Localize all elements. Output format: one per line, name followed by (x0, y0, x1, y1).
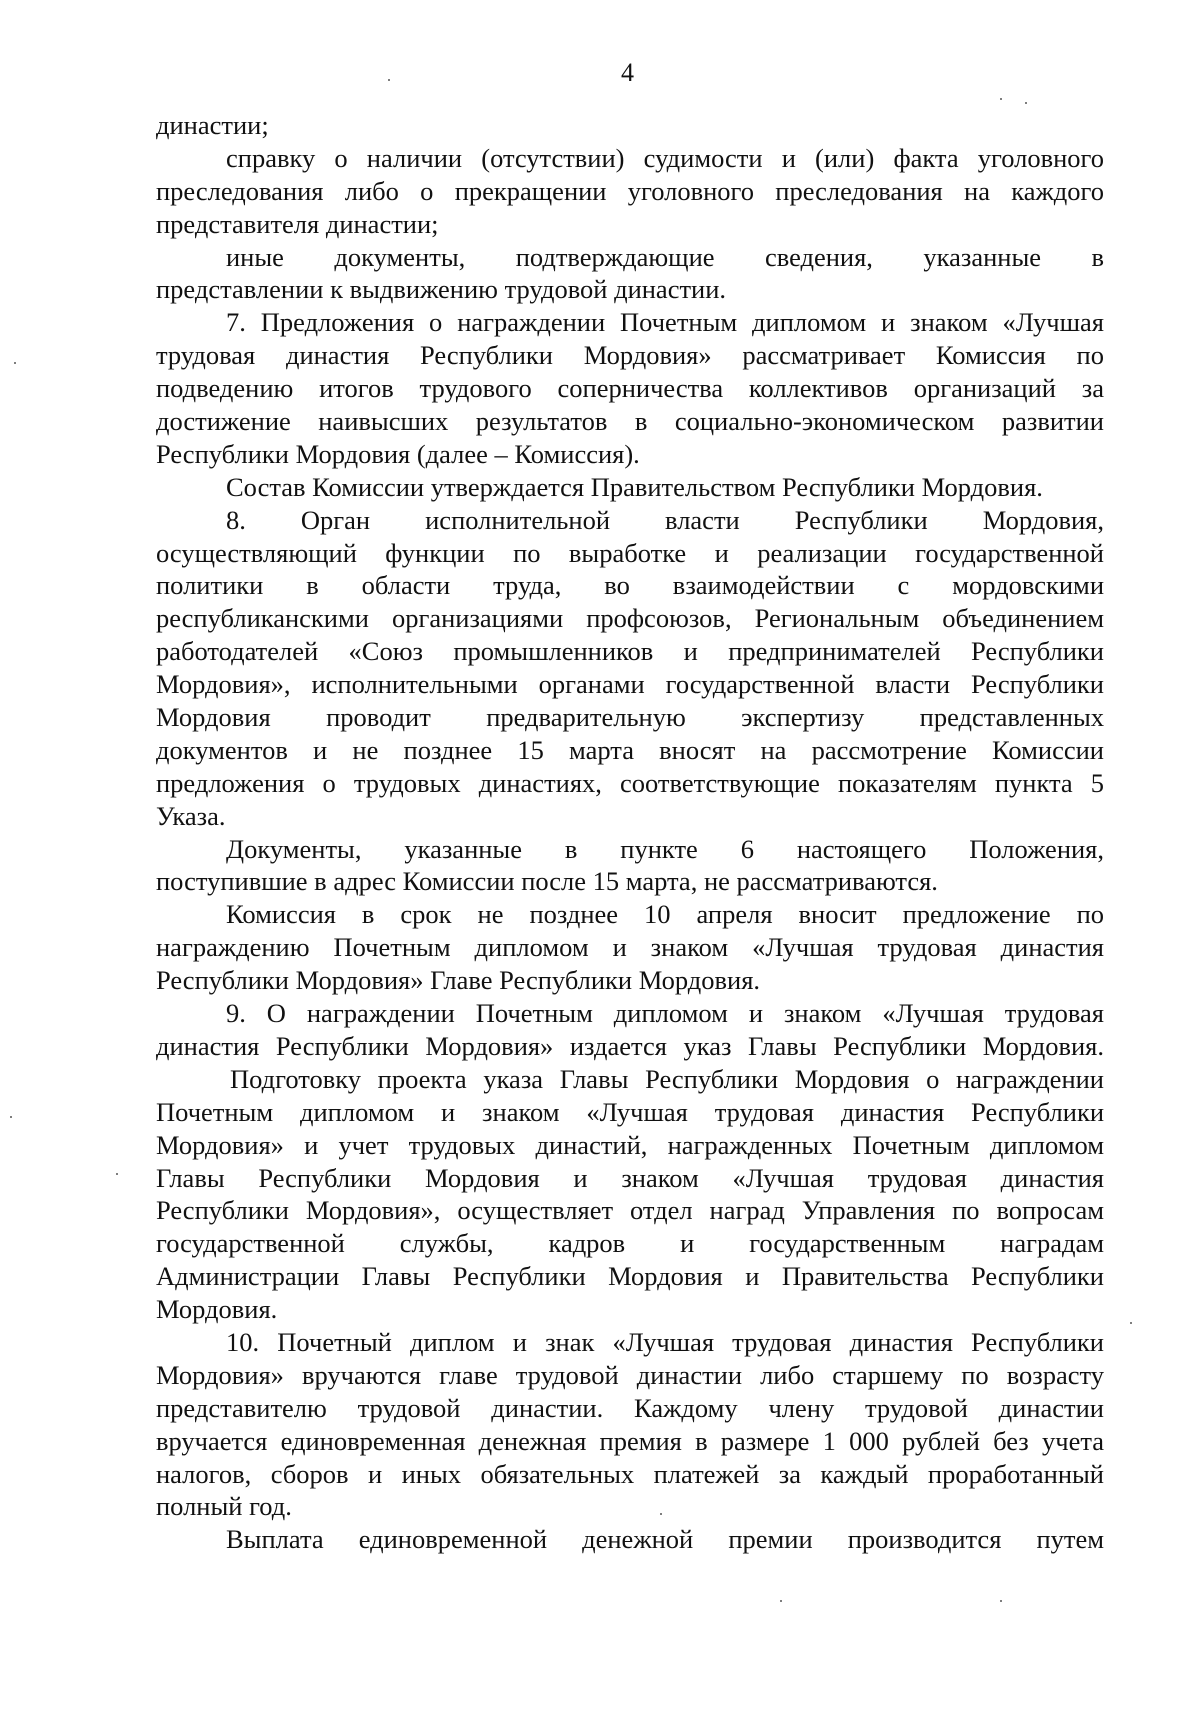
text-line: награждению Почетным дипломом и знаком «Лучшая трудовая династия (156, 932, 1104, 963)
scan-speck (10, 1116, 12, 1118)
text-line: Республики Мордовия», осуществляет отдел наград Управления по вопросам (156, 1195, 1104, 1226)
text-line: республиканскими организациями профсоюзов, Региональным объединением (156, 603, 1104, 634)
scan-speck (660, 1513, 662, 1515)
text-line: предложения о трудовых династиях, соответствующие показателям пункта 5 (156, 767, 1104, 798)
text-line: Мордовия. (156, 1294, 278, 1325)
text-line: политики в области труда, во взаимодействии с мордовскими (156, 570, 1104, 601)
text-line: Документы, указанные в пункте 6 настоящего Положения, (226, 833, 1104, 864)
text-line: Выплата единовременной денежной премии производится путем (226, 1524, 1104, 1555)
text-line: подведению итогов трудового соперничества коллективов организаций за (156, 373, 1104, 404)
text-line: 7. Предложения о награждении Почетным дипломом и знаком «Лучшая (226, 307, 1104, 338)
text-line: Подготовку проекта указа Главы Республики Мордовия о награждении (230, 1063, 1104, 1094)
scan-speck (780, 1600, 782, 1602)
text-line: Состав Комиссии утверждается Правительством Республики Мордовия. (226, 471, 1043, 502)
scan-speck (14, 362, 16, 364)
text-line: налогов, сборов и иных обязательных платежей за каждый проработанный (156, 1458, 1104, 1489)
text-line: иные документы, подтверждающие сведения, указанные в (226, 241, 1104, 272)
scan-speck (1000, 1600, 1002, 1602)
text-line: Указа. (156, 800, 226, 831)
scan-speck (1025, 102, 1027, 104)
document-body (156, 109, 1104, 1556)
text-line: представителя династии; (156, 208, 439, 239)
text-line: Республики Мордовия (далее – Комиссия). (156, 438, 640, 469)
text-line: достижение наивысших результатов в социально-экономическом развитии (156, 406, 1104, 437)
text-line: преследования либо о прекращении уголовного преследования на каждого (156, 175, 1104, 206)
text-line: династия Республики Мордовия» издается указ Главы Республики Мордовия. (156, 1030, 1104, 1061)
text-line: документов и не позднее 15 марта вносят на рассмотрение Комиссии (156, 734, 1104, 765)
text-line: государственной службы, кадров и государственным наградам (156, 1228, 1104, 1259)
text-line: 8. Орган исполнительной власти Республики Мордовия, (226, 504, 1104, 535)
text-line: работодателей «Союз промышленников и предпринимателей Республики (156, 636, 1104, 667)
text-line: 10. Почетный диплом и знак «Лучшая трудовая династия Республики (226, 1326, 1104, 1357)
text-line: осуществляющий функции по выработке и реализации государственной (156, 537, 1104, 568)
text-line: поступившие в адрес Комиссии после 15 марта, не рассматриваются. (156, 866, 938, 897)
scan-speck (1000, 98, 1002, 100)
text-line: Главы Республики Мордовия и знаком «Лучшая трудовая династия (156, 1162, 1104, 1193)
text-line: представителю трудовой династии. Каждому члену трудовой династии (156, 1392, 1104, 1423)
text-line: Почетным дипломом и знаком «Лучшая трудовая династия Республики (156, 1096, 1104, 1127)
text-line: трудовая династия Республики Мордовия» рассматривает Комиссия по (156, 340, 1104, 371)
text-line: Мордовия проводит предварительную экспертизу представленных (156, 702, 1104, 733)
page-number: 4 (621, 58, 634, 87)
text-line: полный год. (156, 1491, 292, 1522)
text-line: справку о наличии (отсутствии) судимости и (или) факта уголовного (226, 142, 1104, 173)
text-line: Мордовия» и учет трудовых династий, награжденных Почетным дипломом (156, 1129, 1104, 1160)
text-line: династии; (156, 110, 269, 140)
scan-speck (1130, 1322, 1132, 1324)
scan-speck (116, 1173, 118, 1175)
text-line: вручается единовременная денежная премия в размере 1 000 рублей без учета (156, 1425, 1104, 1456)
text-line: 9. О награждении Почетным дипломом и знаком «Лучшая трудовая (226, 998, 1104, 1029)
text-line: Мордовия» вручаются главе трудовой династии либо старшему по возрасту (156, 1359, 1104, 1390)
text-line: представлении к выдвижению трудовой династии. (156, 274, 727, 305)
text-line: Комиссия в срок не позднее 10 апреля вносит предложение по (226, 899, 1104, 930)
text-line: Республики Мордовия» Главе Республики Мордовия. (156, 965, 761, 996)
text-line: Администрации Главы Республики Мордовия и Правительства Республики (156, 1261, 1104, 1292)
text-line: Мордовия», исполнительными органами государственной власти Республики (156, 669, 1104, 700)
scan-speck (388, 79, 390, 81)
